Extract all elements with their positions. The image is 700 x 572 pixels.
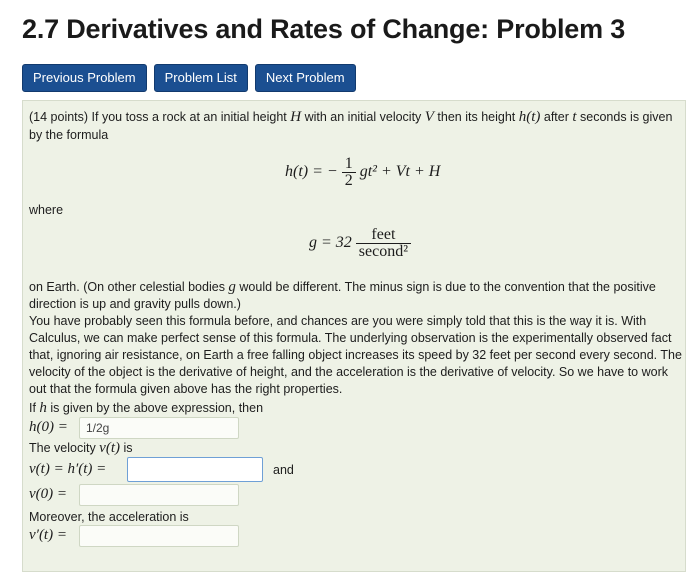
h0-answer-input[interactable]: 1/2g <box>79 417 239 439</box>
next-problem-button[interactable]: Next Problem <box>255 64 356 92</box>
var-g: g <box>228 279 236 295</box>
paragraph-line-2: Calculus, we can make perfect sense of this formula. The underlying observation is the experimentally observed fact <box>29 331 672 345</box>
g-units-denominator: second² <box>358 243 409 260</box>
formula-numerator: 1 <box>342 156 356 173</box>
page-title: 2.7 Derivatives and Rates of Change: Problem 3 <box>22 14 626 44</box>
and-label: and <box>273 463 294 477</box>
var-V: V <box>424 109 434 125</box>
earth-text: would be different. The minus sign is due to the convention that the positive <box>235 280 656 294</box>
if-text: If <box>29 401 40 415</box>
h0-label: h(0) = <box>29 419 68 435</box>
earth-text: on Earth. (On other celestial bodies <box>29 280 229 294</box>
v0-label: v(0) = <box>29 486 68 502</box>
vprime-label: v′(t) = <box>29 527 67 543</box>
paragraph-line-5: out that the formula given above has the right properties. <box>29 382 343 396</box>
vprime-answer-input[interactable] <box>79 525 239 547</box>
acceleration-line: Moreover, the acceleration is <box>29 510 189 524</box>
previous-problem-button[interactable]: Previous Problem <box>22 64 147 92</box>
intro-text: with an initial velocity <box>301 110 425 124</box>
direction-line: direction is up and gravity pulls down.) <box>29 297 241 311</box>
formula-fraction <box>342 156 356 189</box>
if-h-line <box>29 400 263 417</box>
formula-denominator: 2 <box>344 172 353 189</box>
intro-text: then its height <box>433 110 519 124</box>
paragraph-line-3: that, ignoring air resistance, on Earth a free falling object increases its speed by 32 feet per second every second. The <box>29 348 682 362</box>
if-text: is given by the above expression, then <box>46 401 264 415</box>
g-units-numerator: feet <box>356 227 411 244</box>
velocity-text: is <box>120 441 133 455</box>
g-lhs: g = 32 <box>309 234 352 252</box>
where-label: where <box>29 203 64 217</box>
g-units <box>356 227 411 260</box>
formula-rhs: gt² + Vt + H <box>359 163 441 181</box>
gravity-constant <box>309 227 411 260</box>
vt-label: v(t) = h′(t) = <box>29 461 107 477</box>
height-formula <box>285 156 440 189</box>
var-H: H <box>290 109 302 125</box>
v0-answer-input[interactable] <box>79 484 239 506</box>
var-h: h <box>39 400 47 416</box>
intro-text: seconds is given <box>576 110 673 124</box>
h-of-t: h(t) <box>518 109 541 125</box>
v-of-t: v(t) <box>99 440 120 456</box>
intro-text: after <box>540 110 573 124</box>
intro-text: If you toss a rock at an initial height <box>88 110 291 124</box>
problem-navigation <box>22 64 356 92</box>
vt-answer-input[interactable] <box>127 457 263 482</box>
intro-line-2: by the formula <box>29 128 109 142</box>
problem-intro <box>29 109 672 126</box>
var-t: t <box>572 109 577 125</box>
paragraph-line-1: You have probably seen this formula before, and chances are you were simply told that this is the way it is. With <box>29 314 647 328</box>
problem-list-button[interactable]: Problem List <box>154 64 248 92</box>
velocity-line <box>29 440 133 457</box>
paragraph-line-4: velocity of the object is the derivative of height, and the acceleration is the derivative of velocity. So we have to work <box>29 365 669 379</box>
problem-panel <box>22 100 686 572</box>
earth-line <box>29 279 656 296</box>
velocity-text: The velocity <box>29 441 100 455</box>
formula-lhs: h(t) = − <box>285 163 338 181</box>
points-label: (14 points) <box>29 110 89 124</box>
